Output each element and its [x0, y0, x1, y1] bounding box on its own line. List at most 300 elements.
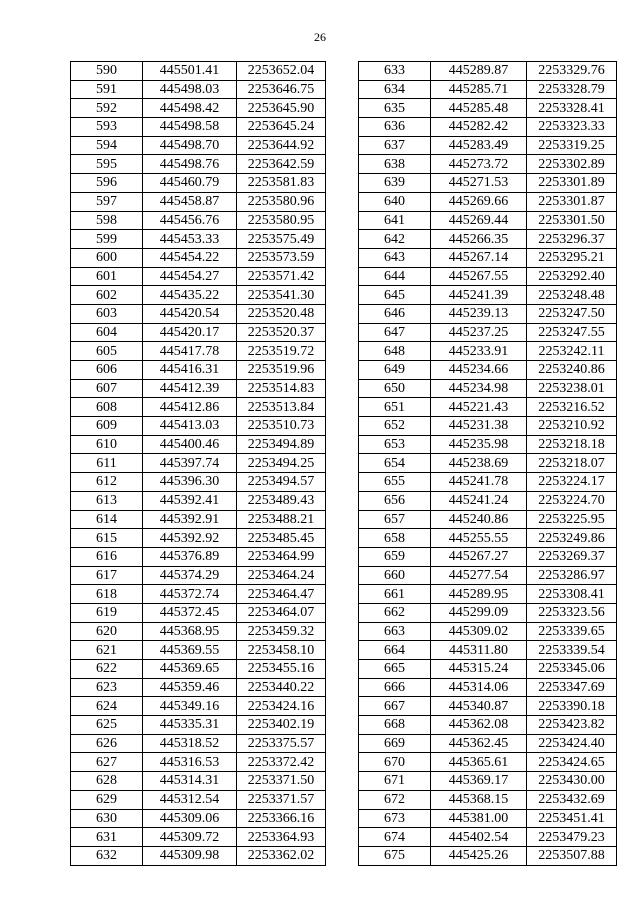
- table-row: [71, 286, 326, 305]
- table-row: [359, 417, 617, 436]
- table-row: [71, 342, 326, 361]
- table-row: [359, 678, 617, 697]
- point-number-cell: 657: [359, 510, 431, 529]
- x-coordinate-cell: 445392.92: [143, 529, 237, 548]
- y-coordinate-cell: 2253323.56: [527, 603, 617, 622]
- point-number-cell: 604: [71, 323, 143, 342]
- x-coordinate-cell: 445241.24: [431, 491, 527, 510]
- y-coordinate-cell: 2253295.21: [527, 248, 617, 267]
- y-coordinate-cell: 2253319.25: [527, 136, 617, 155]
- table-row: [359, 230, 617, 249]
- x-coordinate-cell: 445412.39: [143, 379, 237, 398]
- x-coordinate-cell: 445255.55: [431, 529, 527, 548]
- table-row: [71, 379, 326, 398]
- point-number-cell: 596: [71, 174, 143, 193]
- y-coordinate-cell: 2253339.65: [527, 622, 617, 641]
- y-coordinate-cell: 2253329.76: [527, 62, 617, 81]
- point-number-cell: 658: [359, 529, 431, 548]
- point-number-cell: 661: [359, 585, 431, 604]
- x-coordinate-cell: 445309.02: [431, 622, 527, 641]
- table-row: [359, 211, 617, 230]
- y-coordinate-cell: 2253541.30: [237, 286, 326, 305]
- point-number-cell: 637: [359, 136, 431, 155]
- x-coordinate-cell: 445340.87: [431, 697, 527, 716]
- x-coordinate-cell: 445282.42: [431, 118, 527, 137]
- table-row: [359, 192, 617, 211]
- y-coordinate-cell: 2253645.24: [237, 118, 326, 137]
- point-number-cell: 665: [359, 660, 431, 679]
- y-coordinate-cell: 2253372.42: [237, 753, 326, 772]
- y-coordinate-cell: 2253269.37: [527, 547, 617, 566]
- x-coordinate-cell: 445231.38: [431, 417, 527, 436]
- x-coordinate-cell: 445285.71: [431, 80, 527, 99]
- x-coordinate-cell: 445501.41: [143, 62, 237, 81]
- table-row: [71, 734, 326, 753]
- x-coordinate-cell: 445376.89: [143, 547, 237, 566]
- table-row: [71, 491, 326, 510]
- x-coordinate-cell: 445368.95: [143, 622, 237, 641]
- y-coordinate-cell: 2253479.23: [527, 828, 617, 847]
- x-coordinate-cell: 445456.76: [143, 211, 237, 230]
- x-coordinate-cell: 445309.98: [143, 846, 237, 865]
- table-row: [359, 790, 617, 809]
- table-row: [359, 379, 617, 398]
- point-number-cell: 628: [71, 772, 143, 791]
- x-coordinate-cell: 445241.39: [431, 286, 527, 305]
- x-coordinate-cell: 445454.27: [143, 267, 237, 286]
- x-coordinate-cell: 445277.54: [431, 566, 527, 585]
- table-row: [71, 697, 326, 716]
- table-row: [71, 585, 326, 604]
- x-coordinate-cell: 445498.42: [143, 99, 237, 118]
- point-number-cell: 668: [359, 716, 431, 735]
- point-number-cell: 621: [71, 641, 143, 660]
- y-coordinate-cell: 2253424.65: [527, 753, 617, 772]
- point-number-cell: 667: [359, 697, 431, 716]
- x-coordinate-cell: 445359.46: [143, 678, 237, 697]
- x-coordinate-cell: 445369.65: [143, 660, 237, 679]
- point-number-cell: 603: [71, 304, 143, 323]
- point-number-cell: 595: [71, 155, 143, 174]
- y-coordinate-cell: 2253248.48: [527, 286, 617, 305]
- table-row: [359, 248, 617, 267]
- x-coordinate-cell: 445314.31: [143, 772, 237, 791]
- table-row: [359, 566, 617, 585]
- x-coordinate-cell: 445309.06: [143, 809, 237, 828]
- table-row: [359, 155, 617, 174]
- x-coordinate-cell: 445312.54: [143, 790, 237, 809]
- page-number: 26: [314, 30, 326, 44]
- y-coordinate-cell: 2253464.24: [237, 566, 326, 585]
- point-number-cell: 664: [359, 641, 431, 660]
- table-row: [71, 473, 326, 492]
- table-row: [71, 323, 326, 342]
- point-number-cell: 673: [359, 809, 431, 828]
- table-row: [71, 417, 326, 436]
- x-coordinate-cell: 445221.43: [431, 398, 527, 417]
- x-coordinate-cell: 445269.66: [431, 192, 527, 211]
- x-coordinate-cell: 445374.29: [143, 566, 237, 585]
- point-number-cell: 638: [359, 155, 431, 174]
- y-coordinate-cell: 2253247.55: [527, 323, 617, 342]
- x-coordinate-cell: 445266.35: [431, 230, 527, 249]
- y-coordinate-cell: 2253455.16: [237, 660, 326, 679]
- table-row: [71, 99, 326, 118]
- x-coordinate-cell: 445271.53: [431, 174, 527, 193]
- table-row: [71, 361, 326, 380]
- y-coordinate-cell: 2253308.41: [527, 585, 617, 604]
- x-coordinate-cell: 445267.55: [431, 267, 527, 286]
- x-coordinate-cell: 445283.49: [431, 136, 527, 155]
- point-number-cell: 597: [71, 192, 143, 211]
- y-coordinate-cell: 2253225.95: [527, 510, 617, 529]
- y-coordinate-cell: 2253286.97: [527, 566, 617, 585]
- table-row: [359, 697, 617, 716]
- y-coordinate-cell: 2253573.59: [237, 248, 326, 267]
- x-coordinate-cell: 445315.24: [431, 660, 527, 679]
- point-number-cell: 609: [71, 417, 143, 436]
- x-coordinate-cell: 445273.72: [431, 155, 527, 174]
- x-coordinate-cell: 445285.48: [431, 99, 527, 118]
- y-coordinate-cell: 2253485.45: [237, 529, 326, 548]
- table-row: [359, 118, 617, 137]
- table-row: [71, 510, 326, 529]
- y-coordinate-cell: 2253645.90: [237, 99, 326, 118]
- x-coordinate-cell: 445372.45: [143, 603, 237, 622]
- point-number-cell: 648: [359, 342, 431, 361]
- point-number-cell: 606: [71, 361, 143, 380]
- y-coordinate-cell: 2253513.84: [237, 398, 326, 417]
- x-coordinate-cell: 445392.91: [143, 510, 237, 529]
- x-coordinate-cell: 445289.87: [431, 62, 527, 81]
- y-coordinate-cell: 2253301.87: [527, 192, 617, 211]
- table-row: [71, 174, 326, 193]
- point-number-cell: 624: [71, 697, 143, 716]
- y-coordinate-cell: 2253644.92: [237, 136, 326, 155]
- x-coordinate-cell: 445316.53: [143, 753, 237, 772]
- point-number-cell: 618: [71, 585, 143, 604]
- table-row: [359, 603, 617, 622]
- table-row: [71, 641, 326, 660]
- table-row: [359, 641, 617, 660]
- table-row: [359, 772, 617, 791]
- y-coordinate-cell: 2253642.59: [237, 155, 326, 174]
- y-coordinate-cell: 2253323.33: [527, 118, 617, 137]
- y-coordinate-cell: 2253464.99: [237, 547, 326, 566]
- x-coordinate-cell: 445369.17: [431, 772, 527, 791]
- x-coordinate-cell: 445362.08: [431, 716, 527, 735]
- point-number-cell: 611: [71, 454, 143, 473]
- y-coordinate-cell: 2253424.16: [237, 697, 326, 716]
- x-coordinate-cell: 445454.22: [143, 248, 237, 267]
- y-coordinate-cell: 2253224.17: [527, 473, 617, 492]
- y-coordinate-cell: 2253451.41: [527, 809, 617, 828]
- x-coordinate-cell: 445234.66: [431, 361, 527, 380]
- point-number-cell: 635: [359, 99, 431, 118]
- table-row: [359, 547, 617, 566]
- x-coordinate-cell: 445397.74: [143, 454, 237, 473]
- table-row: [359, 286, 617, 305]
- point-number-cell: 669: [359, 734, 431, 753]
- y-coordinate-cell: 2253440.22: [237, 678, 326, 697]
- point-number-cell: 670: [359, 753, 431, 772]
- y-coordinate-cell: 2253362.02: [237, 846, 326, 865]
- x-coordinate-cell: 445402.54: [431, 828, 527, 847]
- point-number-cell: 645: [359, 286, 431, 305]
- point-number-cell: 660: [359, 566, 431, 585]
- point-number-cell: 659: [359, 547, 431, 566]
- table-row: [71, 304, 326, 323]
- table-row: [359, 99, 617, 118]
- point-number-cell: 615: [71, 529, 143, 548]
- table-row: [71, 454, 326, 473]
- table-row: [359, 435, 617, 454]
- point-number-cell: 608: [71, 398, 143, 417]
- point-number-cell: 590: [71, 62, 143, 81]
- x-coordinate-cell: 445267.27: [431, 547, 527, 566]
- x-coordinate-cell: 445318.52: [143, 734, 237, 753]
- x-coordinate-cell: 445237.25: [431, 323, 527, 342]
- y-coordinate-cell: 2253580.96: [237, 192, 326, 211]
- coordinates-table-right: [358, 61, 617, 866]
- y-coordinate-cell: 2253494.25: [237, 454, 326, 473]
- table-row: [359, 62, 617, 81]
- y-coordinate-cell: 2253364.93: [237, 828, 326, 847]
- y-coordinate-cell: 2253464.07: [237, 603, 326, 622]
- x-coordinate-cell: 445289.95: [431, 585, 527, 604]
- y-coordinate-cell: 2253489.43: [237, 491, 326, 510]
- table-row: [359, 846, 617, 865]
- x-coordinate-cell: 445362.45: [431, 734, 527, 753]
- point-number-cell: 625: [71, 716, 143, 735]
- point-number-cell: 627: [71, 753, 143, 772]
- y-coordinate-cell: 2253218.18: [527, 435, 617, 454]
- point-number-cell: 643: [359, 248, 431, 267]
- x-coordinate-cell: 445425.26: [431, 846, 527, 865]
- y-coordinate-cell: 2253510.73: [237, 417, 326, 436]
- y-coordinate-cell: 2253494.89: [237, 435, 326, 454]
- x-coordinate-cell: 445417.78: [143, 342, 237, 361]
- y-coordinate-cell: 2253249.86: [527, 529, 617, 548]
- y-coordinate-cell: 2253339.54: [527, 641, 617, 660]
- y-coordinate-cell: 2253301.50: [527, 211, 617, 230]
- table-row: [71, 678, 326, 697]
- table-row: [359, 342, 617, 361]
- table-row: [71, 660, 326, 679]
- table-row: [71, 136, 326, 155]
- point-number-cell: 610: [71, 435, 143, 454]
- table-row: [359, 80, 617, 99]
- x-coordinate-cell: 445372.74: [143, 585, 237, 604]
- y-coordinate-cell: 2253520.48: [237, 304, 326, 323]
- table-row: [71, 118, 326, 137]
- point-number-cell: 631: [71, 828, 143, 847]
- y-coordinate-cell: 2253328.41: [527, 99, 617, 118]
- y-coordinate-cell: 2253652.04: [237, 62, 326, 81]
- point-number-cell: 662: [359, 603, 431, 622]
- y-coordinate-cell: 2253302.89: [527, 155, 617, 174]
- x-coordinate-cell: 445453.33: [143, 230, 237, 249]
- table-row: [71, 62, 326, 81]
- x-coordinate-cell: 445349.16: [143, 697, 237, 716]
- point-number-cell: 602: [71, 286, 143, 305]
- y-coordinate-cell: 2253375.57: [237, 734, 326, 753]
- point-number-cell: 641: [359, 211, 431, 230]
- y-coordinate-cell: 2253366.16: [237, 809, 326, 828]
- y-coordinate-cell: 2253519.72: [237, 342, 326, 361]
- x-coordinate-cell: 445396.30: [143, 473, 237, 492]
- point-number-cell: 591: [71, 80, 143, 99]
- x-coordinate-cell: 445365.61: [431, 753, 527, 772]
- point-number-cell: 605: [71, 342, 143, 361]
- y-coordinate-cell: 2253519.96: [237, 361, 326, 380]
- point-number-cell: 592: [71, 99, 143, 118]
- y-coordinate-cell: 2253464.47: [237, 585, 326, 604]
- table-row: [359, 622, 617, 641]
- point-number-cell: 644: [359, 267, 431, 286]
- table-row: [359, 734, 617, 753]
- y-coordinate-cell: 2253514.83: [237, 379, 326, 398]
- x-coordinate-cell: 445420.17: [143, 323, 237, 342]
- y-coordinate-cell: 2253328.79: [527, 80, 617, 99]
- y-coordinate-cell: 2253371.57: [237, 790, 326, 809]
- y-coordinate-cell: 2253459.32: [237, 622, 326, 641]
- point-number-cell: 626: [71, 734, 143, 753]
- point-number-cell: 599: [71, 230, 143, 249]
- table-row: [359, 828, 617, 847]
- table-row: [359, 398, 617, 417]
- y-coordinate-cell: 2253458.10: [237, 641, 326, 660]
- table-row: [71, 828, 326, 847]
- x-coordinate-cell: 445498.03: [143, 80, 237, 99]
- y-coordinate-cell: 2253224.70: [527, 491, 617, 510]
- point-number-cell: 646: [359, 304, 431, 323]
- x-coordinate-cell: 445233.91: [431, 342, 527, 361]
- y-coordinate-cell: 2253240.86: [527, 361, 617, 380]
- y-coordinate-cell: 2253581.83: [237, 174, 326, 193]
- table-row: [71, 772, 326, 791]
- point-number-cell: 650: [359, 379, 431, 398]
- y-coordinate-cell: 2253571.42: [237, 267, 326, 286]
- y-coordinate-cell: 2253424.40: [527, 734, 617, 753]
- y-coordinate-cell: 2253347.69: [527, 678, 617, 697]
- table-row: [71, 566, 326, 585]
- table-row: [359, 660, 617, 679]
- table-row: [71, 267, 326, 286]
- y-coordinate-cell: 2253575.49: [237, 230, 326, 249]
- x-coordinate-cell: 445498.70: [143, 136, 237, 155]
- x-coordinate-cell: 445420.54: [143, 304, 237, 323]
- x-coordinate-cell: 445239.13: [431, 304, 527, 323]
- x-coordinate-cell: 445412.86: [143, 398, 237, 417]
- point-number-cell: 607: [71, 379, 143, 398]
- x-coordinate-cell: 445235.98: [431, 435, 527, 454]
- y-coordinate-cell: 2253423.82: [527, 716, 617, 735]
- point-number-cell: 594: [71, 136, 143, 155]
- table-row: [359, 304, 617, 323]
- x-coordinate-cell: 445309.72: [143, 828, 237, 847]
- table-row: [359, 753, 617, 772]
- point-number-cell: 601: [71, 267, 143, 286]
- table-row: [359, 361, 617, 380]
- point-number-cell: 636: [359, 118, 431, 137]
- table-row: [71, 809, 326, 828]
- y-coordinate-cell: 2253210.92: [527, 417, 617, 436]
- point-number-cell: 656: [359, 491, 431, 510]
- x-coordinate-cell: 445392.41: [143, 491, 237, 510]
- point-number-cell: 616: [71, 547, 143, 566]
- point-number-cell: 598: [71, 211, 143, 230]
- x-coordinate-cell: 445267.14: [431, 248, 527, 267]
- point-number-cell: 632: [71, 846, 143, 865]
- point-number-cell: 674: [359, 828, 431, 847]
- point-number-cell: 652: [359, 417, 431, 436]
- y-coordinate-cell: 2253402.19: [237, 716, 326, 735]
- point-number-cell: 593: [71, 118, 143, 137]
- table-row: [359, 585, 617, 604]
- point-number-cell: 639: [359, 174, 431, 193]
- table-row: [71, 716, 326, 735]
- x-coordinate-cell: 445335.31: [143, 716, 237, 735]
- table-row: [71, 529, 326, 548]
- x-coordinate-cell: 445269.44: [431, 211, 527, 230]
- point-number-cell: 612: [71, 473, 143, 492]
- table-row: [71, 155, 326, 174]
- point-number-cell: 654: [359, 454, 431, 473]
- table-row: [71, 846, 326, 865]
- coordinates-table-left: [70, 61, 326, 866]
- point-number-cell: 642: [359, 230, 431, 249]
- point-number-cell: 675: [359, 846, 431, 865]
- y-coordinate-cell: 2253520.37: [237, 323, 326, 342]
- point-number-cell: 634: [359, 80, 431, 99]
- table-row: [359, 174, 617, 193]
- y-coordinate-cell: 2253580.95: [237, 211, 326, 230]
- x-coordinate-cell: 445240.86: [431, 510, 527, 529]
- point-number-cell: 666: [359, 678, 431, 697]
- table-row: [359, 323, 617, 342]
- table-row: [359, 267, 617, 286]
- table-row: [71, 790, 326, 809]
- x-coordinate-cell: 445369.55: [143, 641, 237, 660]
- x-coordinate-cell: 445400.46: [143, 435, 237, 454]
- y-coordinate-cell: 2253345.06: [527, 660, 617, 679]
- table-row: [71, 211, 326, 230]
- y-coordinate-cell: 2253238.01: [527, 379, 617, 398]
- table-row: [71, 622, 326, 641]
- table-row: [71, 753, 326, 772]
- table-row: [71, 603, 326, 622]
- x-coordinate-cell: 445314.06: [431, 678, 527, 697]
- x-coordinate-cell: 445238.69: [431, 454, 527, 473]
- point-number-cell: 647: [359, 323, 431, 342]
- y-coordinate-cell: 2253507.88: [527, 846, 617, 865]
- point-number-cell: 655: [359, 473, 431, 492]
- table-row: [71, 547, 326, 566]
- x-coordinate-cell: 445311.80: [431, 641, 527, 660]
- table-row: [359, 529, 617, 548]
- point-number-cell: 617: [71, 566, 143, 585]
- x-coordinate-cell: 445435.22: [143, 286, 237, 305]
- point-number-cell: 651: [359, 398, 431, 417]
- x-coordinate-cell: 445241.78: [431, 473, 527, 492]
- point-number-cell: 622: [71, 660, 143, 679]
- point-number-cell: 630: [71, 809, 143, 828]
- point-number-cell: 653: [359, 435, 431, 454]
- point-number-cell: 629: [71, 790, 143, 809]
- point-number-cell: 672: [359, 790, 431, 809]
- x-coordinate-cell: 445460.79: [143, 174, 237, 193]
